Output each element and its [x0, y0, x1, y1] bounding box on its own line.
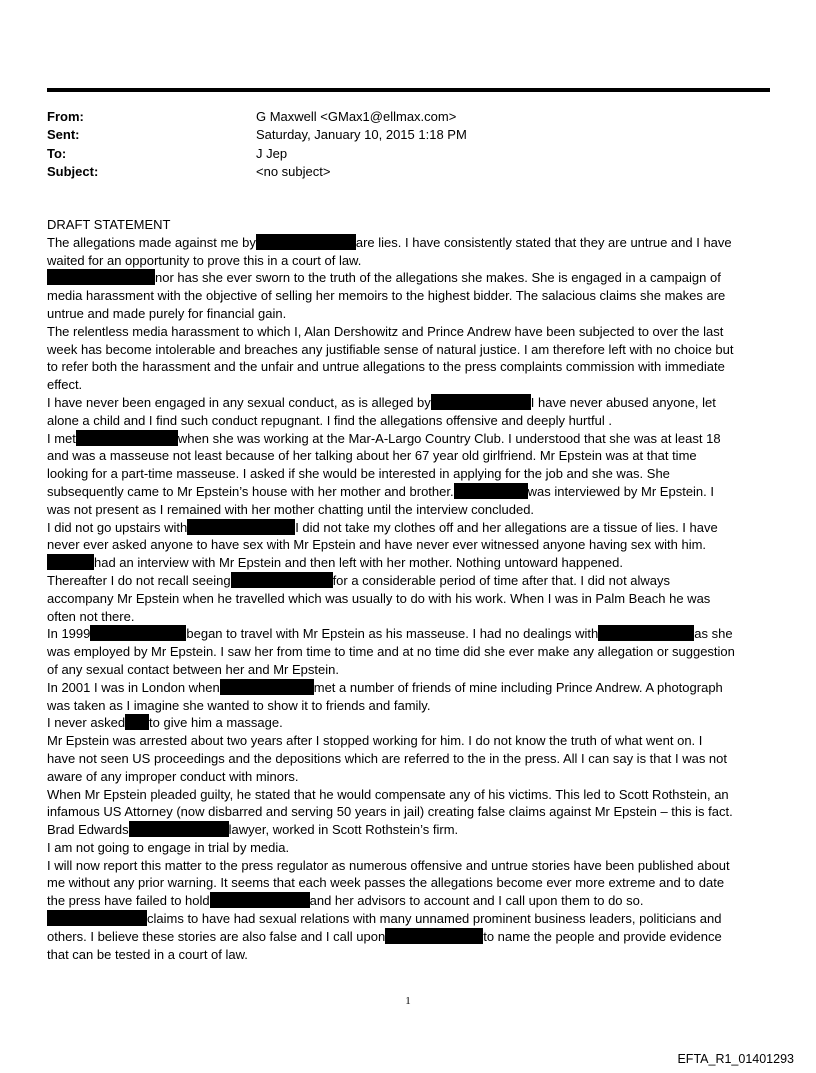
- body-line: have not seen US proceedings and the depositions which are referred to the in the press. All I can say is that I was not: [47, 750, 728, 766]
- text-segment: as she: [694, 626, 733, 642]
- body-line: was not present as I remained with her mother chatting until the interview concluded.: [47, 501, 535, 517]
- body-line: I will now report this matter to the press regulator as numerous offensive and untrue stories have been published about: [47, 857, 730, 873]
- text-segment: nor has she ever sworn to the truth of the allegations she makes. She is engaged in a campaign of: [155, 270, 721, 286]
- body-line: [47, 394, 772, 412]
- text-segment: subsequently came to Mr Epstein’s house with her mother and brother.: [47, 483, 454, 499]
- text-segment: to name the people and provide evidence: [483, 928, 722, 944]
- redaction-block: [47, 910, 147, 926]
- body-line: [47, 430, 772, 448]
- body-line: [47, 892, 772, 910]
- body-line: looking for a part-time masseuse. I asked if she would be interested in applying for the job and she was. She: [47, 466, 670, 482]
- text-segment: to give him a massage.: [149, 715, 283, 731]
- redaction-block: [47, 554, 94, 570]
- body-line: was employed by Mr Epstein. I saw her from time to time and at no time did she ever make any allegation or suggestion: [47, 644, 735, 660]
- body-line: [47, 234, 772, 252]
- text-segment: I have never abused anyone, let: [530, 394, 716, 410]
- redaction-block: [90, 625, 186, 641]
- body-line: to refer both the harassment and the unfair and untrue allegations to the press complaints commission with immediate: [47, 359, 725, 375]
- redaction-block: [129, 821, 229, 837]
- body-line: alone a child and I find such conduct repugnant. I find the allegations offensive and deeply hurtful .: [47, 412, 612, 428]
- body-line: never ever asked anyone to have sex with Mr Epstein and have never ever witnessed anyone having sex with him.: [47, 537, 707, 553]
- body-line: infamous US Attorney (now disbarred and serving 50 years in jail) creating false claims against Mr Epstein – this is fact.: [47, 804, 733, 820]
- body-line: of any sexual contact between her and Mr Epstein.: [47, 661, 339, 677]
- body-line: me without any prior warning. It seems that each week passes the allegations become ever more extreme and to date: [47, 875, 725, 891]
- text-segment: for a considerable period of time after that. I did not always: [332, 572, 671, 588]
- redaction-block: [187, 519, 295, 535]
- body-line: was taken as I imagine she wanted to show it to friends and family.: [47, 697, 431, 713]
- body-line: [47, 625, 772, 643]
- body-line: [47, 572, 772, 590]
- body-line: [47, 519, 772, 537]
- text-segment: was interviewed by Mr Epstein. I: [527, 483, 714, 499]
- email-header: [47, 108, 767, 181]
- text-segment: others. I believe these stories are also false and I call upon: [47, 928, 386, 944]
- body-line: week has become intolerable and breaches any justifiable sense of natural justice. I am therefore left with no choice but: [47, 341, 734, 357]
- body-line: media harassment with the objective of selling her memoirs to the highest bidder. The salacious claims she makes are: [47, 288, 726, 304]
- body-line: effect.: [47, 377, 83, 393]
- body-line: waited for an opportunity to prove this in a court of law.: [47, 252, 362, 268]
- body-line: untrue and made purely for financial gain.: [47, 305, 287, 321]
- from-label: From:: [47, 109, 84, 124]
- redaction-block: [231, 572, 333, 588]
- body-line: [47, 269, 772, 287]
- body-line: When Mr Epstein pleaded guilty, he stated that he would compensate any of his victims. This led to Scott Rothstein, an: [47, 786, 729, 802]
- body-line: aware of any improper conduct with minors.: [47, 768, 299, 784]
- text-segment: the press have failed to hold: [47, 893, 210, 909]
- body-line: often not there.: [47, 608, 135, 624]
- redaction-block: [76, 430, 178, 446]
- text-segment: had an interview with Mr Epstein and then left with her mother. Nothing untoward happened.: [94, 555, 623, 571]
- text-segment: lawyer, worked in Scott Rothstein’s firm.: [228, 822, 459, 838]
- document-id: EFTA_R1_01401293: [677, 1052, 794, 1066]
- body-line: I am not going to engage in trial by media.: [47, 839, 290, 855]
- body-line: that can be tested in a court of law.: [47, 946, 248, 962]
- sent-value: Saturday, January 10, 2015 1:18 PM: [256, 127, 467, 143]
- text-segment: when she was working at the Mar-A-Largo Country Club. I understood that she was at least 18: [177, 430, 721, 446]
- body-line: [47, 714, 772, 732]
- to-value: J Jep: [256, 145, 288, 161]
- subject-value: <no subject>: [256, 163, 331, 179]
- redaction-block: [220, 679, 314, 695]
- page-number: 1: [405, 995, 411, 1007]
- text-segment: Brad Edwards: [47, 822, 129, 838]
- text-segment: In 2001 I was in London when: [47, 679, 220, 695]
- redaction-block: [47, 269, 155, 285]
- from-value: G Maxwell <GMax1@ellmax.com>: [256, 109, 457, 124]
- to-row: [47, 145, 767, 163]
- body-line: Mr Epstein was arrested about two years after I stopped working for him. I do not know the truth of what went on. I: [47, 733, 703, 749]
- redaction-block: [598, 625, 694, 641]
- redaction-block: [385, 928, 483, 944]
- text-segment: are lies. I have consistently stated that they are untrue and I have: [355, 234, 732, 250]
- text-segment: I met: [47, 430, 76, 446]
- text-segment: I did not take my clothes off and her allegations are a tissue of lies. I have: [295, 519, 718, 535]
- body-line: accompany Mr Epstein when he travelled which was usually to do with his work. When I was in Palm Beach he was: [47, 590, 711, 606]
- body-title: DRAFT STATEMENT: [47, 217, 171, 232]
- body-line: The relentless media harassment to which I, Alan Dershowitz and Prince Andrew have been subjected to over the last: [47, 323, 724, 339]
- body-line: [47, 679, 772, 697]
- redaction-block: [454, 483, 528, 499]
- text-segment: began to travel with Mr Epstein as his masseuse. I had no dealings with: [186, 626, 599, 642]
- body-line: [47, 483, 772, 501]
- email-body: [47, 216, 772, 963]
- text-segment: The allegations made against me by: [47, 234, 256, 250]
- sent-label: Sent:: [47, 127, 80, 143]
- redaction-block: [431, 394, 531, 410]
- from-row: [47, 108, 767, 126]
- redaction-block: [125, 714, 149, 730]
- redaction-block: [256, 234, 356, 250]
- text-segment: met a number of friends of mine including Prince Andrew. A photograph: [313, 679, 723, 695]
- body-line: [47, 554, 772, 572]
- text-segment: I have never been engaged in any sexual conduct, as is alleged by: [47, 394, 431, 410]
- text-segment: claims to have had sexual relations with many unnamed prominent business leaders, politicians and: [147, 911, 722, 927]
- text-segment: In 1999: [47, 626, 91, 642]
- text-segment: and her advisors to account and I call upon them to do so.: [309, 893, 644, 909]
- subject-label: Subject:: [47, 163, 99, 179]
- to-label: To:: [47, 145, 67, 161]
- body-line: [47, 821, 772, 839]
- redaction-block: [210, 892, 310, 908]
- body-line: [47, 928, 772, 946]
- body-line: and was a masseuse not least because of her talking about her 67 year old girlfriend. Mr Epstein was at that time: [47, 448, 697, 464]
- text-segment: Thereafter I do not recall seeing: [47, 572, 231, 588]
- subject-row: [47, 163, 767, 181]
- text-segment: I never asked: [47, 715, 126, 731]
- sent-row: [47, 126, 767, 144]
- text-segment: I did not go upstairs with: [47, 519, 188, 535]
- header-rule: [47, 88, 770, 92]
- body-line: [47, 910, 772, 928]
